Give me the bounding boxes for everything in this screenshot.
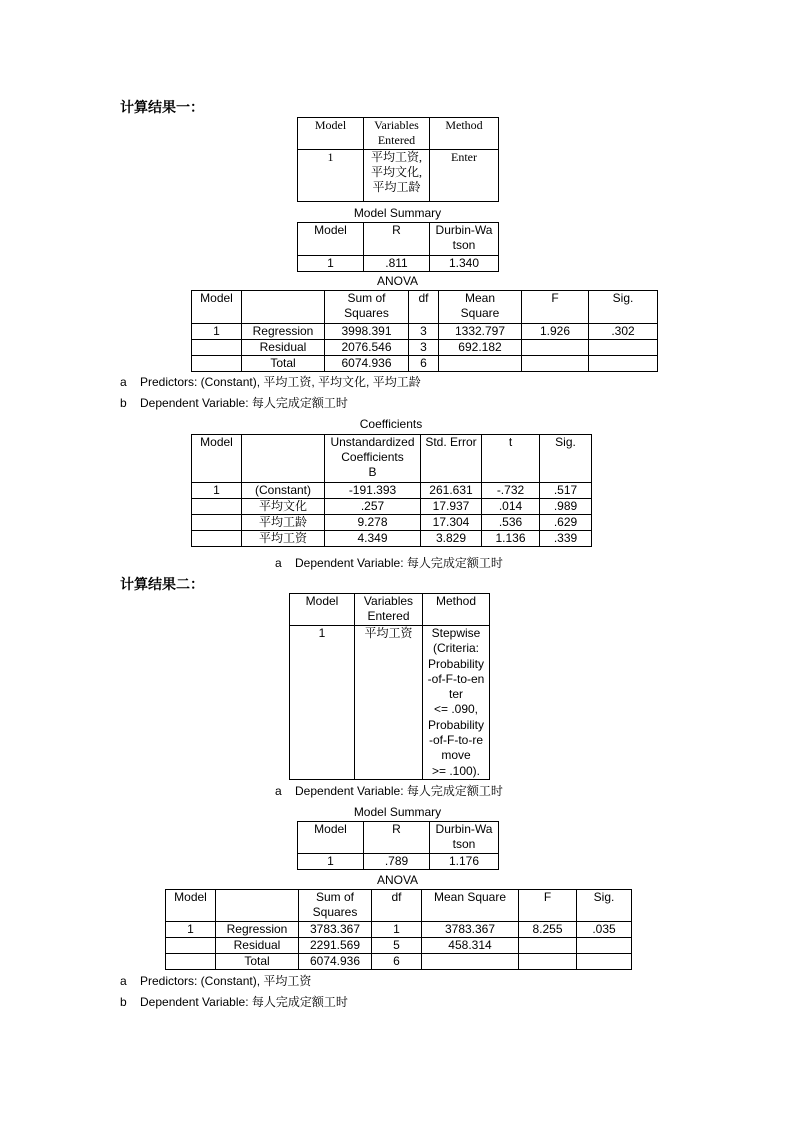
table-row bbox=[298, 150, 499, 202]
model-summary-title-1: Model Summary bbox=[353, 206, 442, 220]
cell-model: 1 bbox=[298, 150, 364, 202]
cell-sig: .035 bbox=[577, 922, 632, 938]
header-sig: Sig. bbox=[577, 890, 632, 922]
header-variables-entered: Variables Entered bbox=[364, 118, 430, 150]
footnote-text: Predictors: (Constant), 平均工资, 平均文化, 平均工龄 bbox=[140, 375, 421, 389]
cell-f: 8.255 bbox=[519, 922, 577, 938]
header-blank bbox=[216, 890, 299, 922]
cell-t: .014 bbox=[482, 499, 540, 515]
cell-f bbox=[519, 938, 577, 954]
cell-model bbox=[166, 954, 216, 970]
cell-mean-square: 1332.797 bbox=[439, 324, 522, 340]
table-row bbox=[192, 483, 592, 499]
cell-source: Regression bbox=[216, 922, 299, 938]
footnote-label: b bbox=[120, 396, 127, 410]
cell-sig bbox=[577, 938, 632, 954]
table-row bbox=[166, 938, 632, 954]
cell-r: .811 bbox=[364, 256, 430, 272]
model-summary-table-2 bbox=[297, 821, 499, 870]
cell-sig: .517 bbox=[540, 483, 592, 499]
section1-heading: 计算结果一： bbox=[120, 100, 204, 116]
header-durbin-watson: Durbin-Wa tson bbox=[430, 822, 499, 854]
footnote-text: Dependent Variable: 每人完成定额工时 bbox=[140, 396, 348, 410]
footnote-predictors-1 bbox=[120, 375, 421, 389]
cell-model: 1 bbox=[166, 922, 216, 938]
cell-df: 6 bbox=[409, 356, 439, 372]
cell-std-error: 17.937 bbox=[421, 499, 482, 515]
footnote-dependent-coef bbox=[275, 556, 503, 570]
cell-source: Total bbox=[216, 954, 299, 970]
table-header-row bbox=[298, 223, 499, 256]
header-sum-of-squares: Sum of Squares bbox=[325, 291, 409, 324]
footnote-label: a bbox=[120, 974, 127, 988]
footnote-dependent-ve2 bbox=[275, 784, 503, 798]
footnote-label: a bbox=[275, 556, 282, 570]
header-r: R bbox=[364, 223, 430, 256]
cell-model: 1 bbox=[298, 256, 364, 272]
variables-entered-table-2 bbox=[289, 593, 490, 780]
cell-std-error: 17.304 bbox=[421, 515, 482, 531]
cell-b: .257 bbox=[325, 499, 421, 515]
table-row bbox=[192, 515, 592, 531]
cell-sum-of-squares: 6074.936 bbox=[325, 356, 409, 372]
cell-method: Enter bbox=[430, 150, 499, 202]
header-sig: Sig. bbox=[589, 291, 658, 324]
footnote-label: a bbox=[120, 375, 127, 389]
table-row bbox=[192, 340, 658, 356]
cell-f bbox=[522, 340, 589, 356]
header-method: Method bbox=[423, 594, 490, 626]
cell-model: 1 bbox=[192, 483, 242, 499]
cell-t: .536 bbox=[482, 515, 540, 531]
cell-df: 3 bbox=[409, 340, 439, 356]
table-header-row bbox=[192, 291, 658, 324]
header-blank bbox=[242, 435, 325, 483]
anova-title-2: ANOVA bbox=[376, 873, 419, 887]
variables-entered-table-1 bbox=[297, 117, 499, 202]
table-row bbox=[192, 531, 592, 547]
cell-sig: .989 bbox=[540, 499, 592, 515]
anova-title-1: ANOVA bbox=[376, 274, 419, 288]
cell-sig bbox=[589, 340, 658, 356]
footnote-label: b bbox=[120, 995, 127, 1009]
header-sig: Sig. bbox=[540, 435, 592, 483]
header-unstandardized-b: Unstandardized Coefficients B bbox=[325, 435, 421, 483]
cell-model bbox=[192, 515, 242, 531]
cell-variable: 平均工龄 bbox=[242, 515, 325, 531]
anova-table-2 bbox=[165, 889, 632, 970]
header-blank bbox=[242, 291, 325, 324]
cell-sig: .339 bbox=[540, 531, 592, 547]
cell-source: Residual bbox=[242, 340, 325, 356]
cell-model: 1 bbox=[298, 854, 364, 870]
cell-model: 1 bbox=[192, 324, 242, 340]
model-summary-title-2: Model Summary bbox=[353, 805, 442, 819]
cell-df: 5 bbox=[372, 938, 422, 954]
header-model: Model bbox=[166, 890, 216, 922]
cell-variables: 平均工资 bbox=[355, 626, 423, 780]
header-t: t bbox=[482, 435, 540, 483]
table-row bbox=[290, 626, 490, 780]
header-model: Model bbox=[298, 223, 364, 256]
header-model: Model bbox=[192, 435, 242, 483]
header-model: Model bbox=[298, 118, 364, 150]
cell-mean-square bbox=[422, 954, 519, 970]
header-f: F bbox=[519, 890, 577, 922]
cell-source: Total bbox=[242, 356, 325, 372]
cell-mean-square: 458.314 bbox=[422, 938, 519, 954]
header-std-error: Std. Error bbox=[421, 435, 482, 483]
cell-mean-square: 3783.367 bbox=[422, 922, 519, 938]
cell-sum-of-squares: 3998.391 bbox=[325, 324, 409, 340]
footnote-dependent-2 bbox=[120, 995, 348, 1009]
cell-model bbox=[192, 499, 242, 515]
header-variables-entered: Variables Entered bbox=[355, 594, 423, 626]
table-row bbox=[166, 922, 632, 938]
cell-b: 4.349 bbox=[325, 531, 421, 547]
cell-model bbox=[166, 938, 216, 954]
table-row bbox=[166, 954, 632, 970]
cell-b: 9.278 bbox=[325, 515, 421, 531]
cell-variable: (Constant) bbox=[242, 483, 325, 499]
header-method: Method bbox=[430, 118, 499, 150]
table-header-row bbox=[298, 822, 499, 854]
cell-df: 3 bbox=[409, 324, 439, 340]
cell-sig bbox=[589, 356, 658, 372]
header-mean-square: Mean Square bbox=[439, 291, 522, 324]
header-durbin-watson: Durbin-Wa tson bbox=[430, 223, 499, 256]
cell-source: Regression bbox=[242, 324, 325, 340]
table-header-row bbox=[290, 594, 490, 626]
cell-f: 1.926 bbox=[522, 324, 589, 340]
cell-t: -.732 bbox=[482, 483, 540, 499]
footnote-text: Dependent Variable: 每人完成定额工时 bbox=[295, 784, 503, 798]
table-header-row bbox=[298, 118, 499, 150]
cell-df: 1 bbox=[372, 922, 422, 938]
cell-sig bbox=[577, 954, 632, 970]
cell-mean-square bbox=[439, 356, 522, 372]
cell-model: 1 bbox=[290, 626, 355, 780]
cell-variable: 平均工资 bbox=[242, 531, 325, 547]
table-header-row bbox=[192, 435, 592, 483]
header-model: Model bbox=[192, 291, 242, 324]
coefficients-title: Coefficients bbox=[359, 417, 423, 431]
footnote-text: Dependent Variable: 每人完成定额工时 bbox=[140, 995, 348, 1009]
table-row bbox=[192, 356, 658, 372]
table-row bbox=[192, 324, 658, 340]
footnote-text: Predictors: (Constant), 平均工资 bbox=[140, 974, 312, 988]
header-df: df bbox=[372, 890, 422, 922]
cell-method: Stepwise (Criteria: Probability -of-F-to-en ter <= .090, Probability -of-F-to-re move >= .100). bbox=[423, 626, 490, 780]
header-model: Model bbox=[298, 822, 364, 854]
cell-std-error: 261.631 bbox=[421, 483, 482, 499]
table-row bbox=[298, 256, 499, 272]
coefficients-table bbox=[191, 434, 592, 547]
header-f: F bbox=[522, 291, 589, 324]
header-df: df bbox=[409, 291, 439, 324]
header-r: R bbox=[364, 822, 430, 854]
cell-mean-square: 692.182 bbox=[439, 340, 522, 356]
cell-r: .789 bbox=[364, 854, 430, 870]
cell-sum-of-squares: 2291.569 bbox=[299, 938, 372, 954]
anova-table-1 bbox=[191, 290, 658, 372]
cell-f bbox=[522, 356, 589, 372]
cell-variables: 平均工资, 平均文化, 平均工龄 bbox=[364, 150, 430, 202]
cell-durbin-watson: 1.176 bbox=[430, 854, 499, 870]
table-row bbox=[298, 854, 499, 870]
header-sum-of-squares: Sum of Squares bbox=[299, 890, 372, 922]
cell-model bbox=[192, 356, 242, 372]
section2-heading: 计算结果二： bbox=[120, 577, 204, 593]
cell-f bbox=[519, 954, 577, 970]
cell-sum-of-squares: 3783.367 bbox=[299, 922, 372, 938]
header-mean-square: Mean Square bbox=[422, 890, 519, 922]
footnote-dependent-1 bbox=[120, 396, 348, 410]
cell-sum-of-squares: 2076.546 bbox=[325, 340, 409, 356]
cell-df: 6 bbox=[372, 954, 422, 970]
cell-source: Residual bbox=[216, 938, 299, 954]
cell-sum-of-squares: 6074.936 bbox=[299, 954, 372, 970]
cell-model bbox=[192, 531, 242, 547]
footnote-label: a bbox=[275, 784, 282, 798]
header-model: Model bbox=[290, 594, 355, 626]
cell-std-error: 3.829 bbox=[421, 531, 482, 547]
model-summary-table-1 bbox=[297, 222, 499, 272]
table-header-row bbox=[166, 890, 632, 922]
cell-sig: .302 bbox=[589, 324, 658, 340]
table-row bbox=[192, 499, 592, 515]
cell-b: -191.393 bbox=[325, 483, 421, 499]
cell-durbin-watson: 1.340 bbox=[430, 256, 499, 272]
cell-t: 1.136 bbox=[482, 531, 540, 547]
cell-model bbox=[192, 340, 242, 356]
cell-variable: 平均文化 bbox=[242, 499, 325, 515]
footnote-text: Dependent Variable: 每人完成定额工时 bbox=[295, 556, 503, 570]
footnote-predictors-2 bbox=[120, 974, 311, 988]
cell-sig: .629 bbox=[540, 515, 592, 531]
